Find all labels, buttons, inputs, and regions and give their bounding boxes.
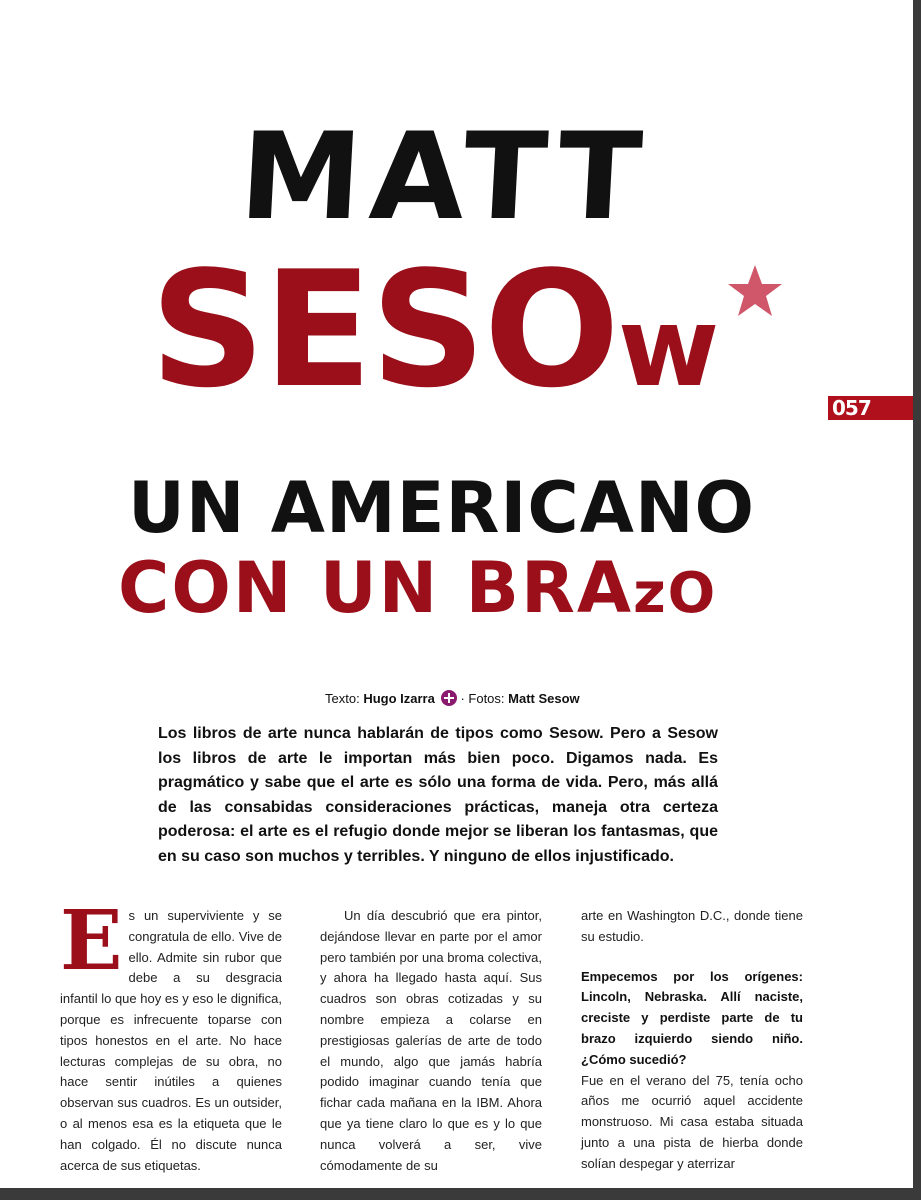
body-column-1: [60, 893, 282, 1176]
body-paragraph: Un día descubrió que era pintor, dejándose llevar en parte por el amor pero también por una broma colectiva, y ahora ha llegado hasta aquí. Sus cuadros son obras cotizadas y su nombre empieza a colarse en prestigiosas galerías de arte de todo el mundo, algo que jamás habría podido imaginar cuando tenía que fichar cada mañana en la IBM. Ahora que ya tiene claro lo que es y lo que nunca volverá a ser, vive cómodamente de su: [320, 908, 542, 1173]
photos-author: Matt Sesow: [508, 691, 580, 706]
title-last-name: [150, 236, 770, 432]
body-column-3: [581, 906, 803, 1175]
title-last-name-main: SESO: [150, 236, 618, 423]
drop-cap: E: [60, 893, 123, 989]
subtitle-line-2: [118, 548, 778, 634]
subtitle-line-1: UN AMERICANO: [128, 467, 756, 549]
body-paragraph: arte en Washington D.C., donde tiene su estudio.: [581, 908, 803, 944]
page-number: 057: [832, 396, 871, 420]
body-column-2: [320, 906, 542, 1176]
credits: [325, 690, 580, 708]
plus-icon: [441, 690, 457, 706]
side-caption: [4, 70, 28, 270]
text-author: Hugo Izarra: [363, 691, 435, 706]
subtitle-line-2-end: zO: [633, 561, 718, 626]
lead-paragraph: Los libros de arte nunca hablarán de tipos como Sesow. Pero a Sesow los libros de arte le importan más bien poco. Digamos nada. Es pragmático y sabe que el arte es sólo una forma de vida. Pero, más allá de las consabidas consideraciones prácticas, maneja otra certeza poderosa: el arte es el refugio donde mejor se liberan los fantasmas, que en su caso son muchos y terribles. Y ninguno de ellos injustificado.: [158, 725, 718, 865]
title-last-name-end: w: [617, 283, 718, 411]
photos-label: · Fotos:: [460, 691, 505, 706]
title-first-name: MATT: [236, 108, 654, 247]
interview-question: Empecemos por los orígenes: Lincoln, Nebraska. Allí naciste, creciste y perdiste parte de tu brazo izquierdo siendo niño. ¿Cómo sucedió?: [581, 968, 803, 1067]
subtitle-line-2-main: CON UN BRA: [118, 547, 634, 629]
interview-answer: Fue en el verano del 75, tenía ocho años me ocurrió aquel accidente monstruoso. Mi casa estaba situada junto a una pista de hierba donde solían despegar y aterrizar: [581, 1072, 803, 1171]
star-icon: [726, 262, 784, 320]
body-paragraph: s un superviviente y se congratula de ello. Vive de ello. Admite sin rubor que debe a su desgracia infantil lo que hoy es y eso le dignifica, porque es infrecuente toparse con tipos honestos en el arte. No hace lecturas complejas de su obra, no hace sentir inútiles a quienes observan sus cuadros. Es un outsider, o al menos esa es la etiqueta que le han colgado. Él no discute nunca acerca de sus etiquetas.: [60, 908, 282, 1173]
text-label: Texto:: [325, 691, 360, 706]
